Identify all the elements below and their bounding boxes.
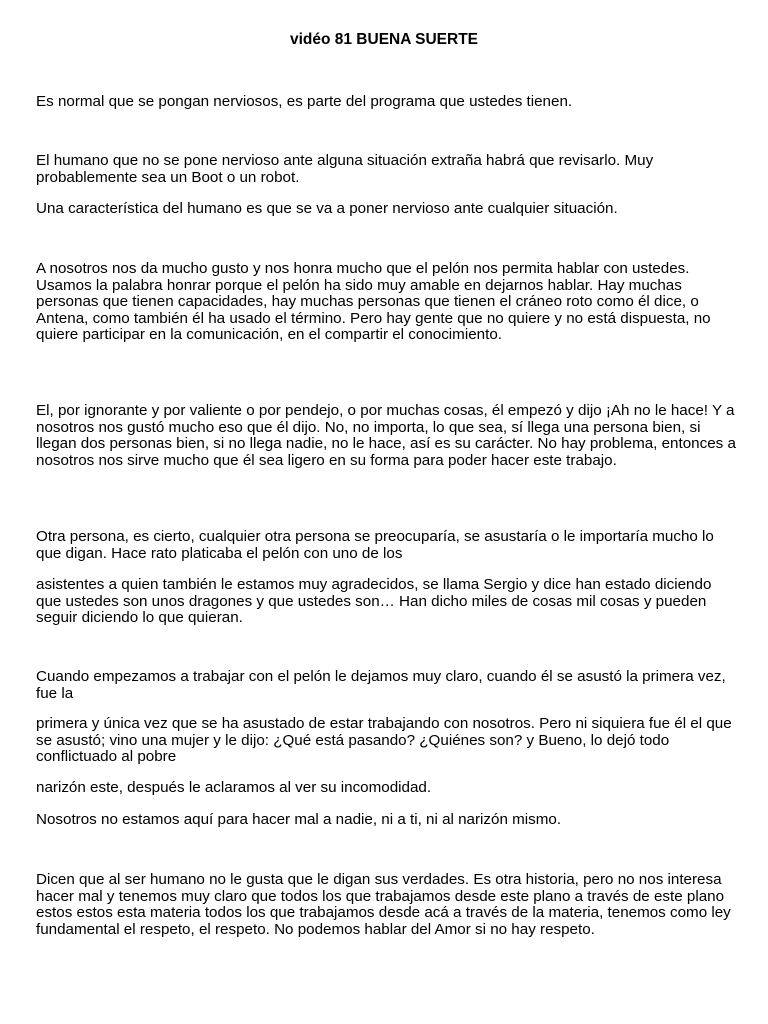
paragraph-11: Nosotros no estamos aquí para hacer mal a nadie, ni a ti, ni al narizón mismo. <box>36 811 562 828</box>
paragraph-2: El humano que no se pone nervioso ante alguna situación extraña habrá que revisarlo. Muy probablemente sea un Boot o un robot. <box>36 152 654 186</box>
paragraph-6: Otra persona, es cierto, cualquier otra persona se preocuparía, se asustaría o le importaría mucho lo que digan. Hace rato platicaba el pelón con uno de los <box>36 528 714 562</box>
paragraph-5: El, por ignorante y por valiente o por pendejo, o por muchas cosas, él empezó y dijo ¡Ah no le hace! Y a nosotros nos gustó mucho eso que él dijo. No, no importa, lo que sea, sí llega una persona bien, si llegan dos personas bien, si no llega nadie, no le hace, así es su carácter. No hay problema, entonces a nosotros nos sirve mucho que él sea ligero en su forma para poder hacer este trabajo. <box>36 402 736 469</box>
document-title: vidéo 81 BUENA SUERTE <box>289 31 479 48</box>
paragraph-8: Cuando empezamos a trabajar con el pelón le dejamos muy claro, cuando él se asustó la primera vez, fue la <box>36 668 726 702</box>
paragraph-4: A nosotros nos da mucho gusto y nos honra mucho que el pelón nos permita hablar con ustedes. Usamos la palabra honrar porque el pelón ha sido muy amable en dejarnos hablar. Hay muchas personas que tienen capacidades, hay muchas personas que tienen el cráneo roto como él dice, o Antena, como también él ha usado el término. Pero hay gente que no quiere y no está dispuesta, no quiere participar en la comunicación, en el compartir el conocimiento. <box>36 260 711 344</box>
paragraph-9: primera y única vez que se ha asustado de estar trabajando con nosotros. Pero ni siquiera fue él el que se asustó; vino una mujer y le dijo: ¿Qué está pasando? ¿Quiénes son? y Bueno, lo dejó todo conflictuado al pobre <box>36 715 732 766</box>
paragraph-3: Una característica del humano es que se va a poner nervioso ante cualquier situación. <box>36 200 618 217</box>
paragraph-12: Dicen que al ser humano no le gusta que le digan sus verdades. Es otra historia, pero no nos interesa hacer mal y tenemos muy claro que todos los que trabajamos desde este plano a través de este plano estos estos esta materia todos los que trabajamos desde acá a través de la materia, tenemos como ley fundamental el respeto, el respeto. No podemos hablar del Amor si no hay respeto. <box>36 871 731 938</box>
paragraph-1: Es normal que se pongan nerviosos, es parte del programa que ustedes tienen. <box>36 93 573 110</box>
paragraph-7: asistentes a quien también le estamos muy agradecidos, se llama Sergio y dice han estado diciendo que ustedes son unos dragones y que ustedes son… Han dicho miles de cosas mil cosas y pueden seguir diciendo lo que quieran. <box>36 576 712 627</box>
paragraph-10: narizón este, después le aclaramos al ver su incomodidad. <box>36 779 432 796</box>
